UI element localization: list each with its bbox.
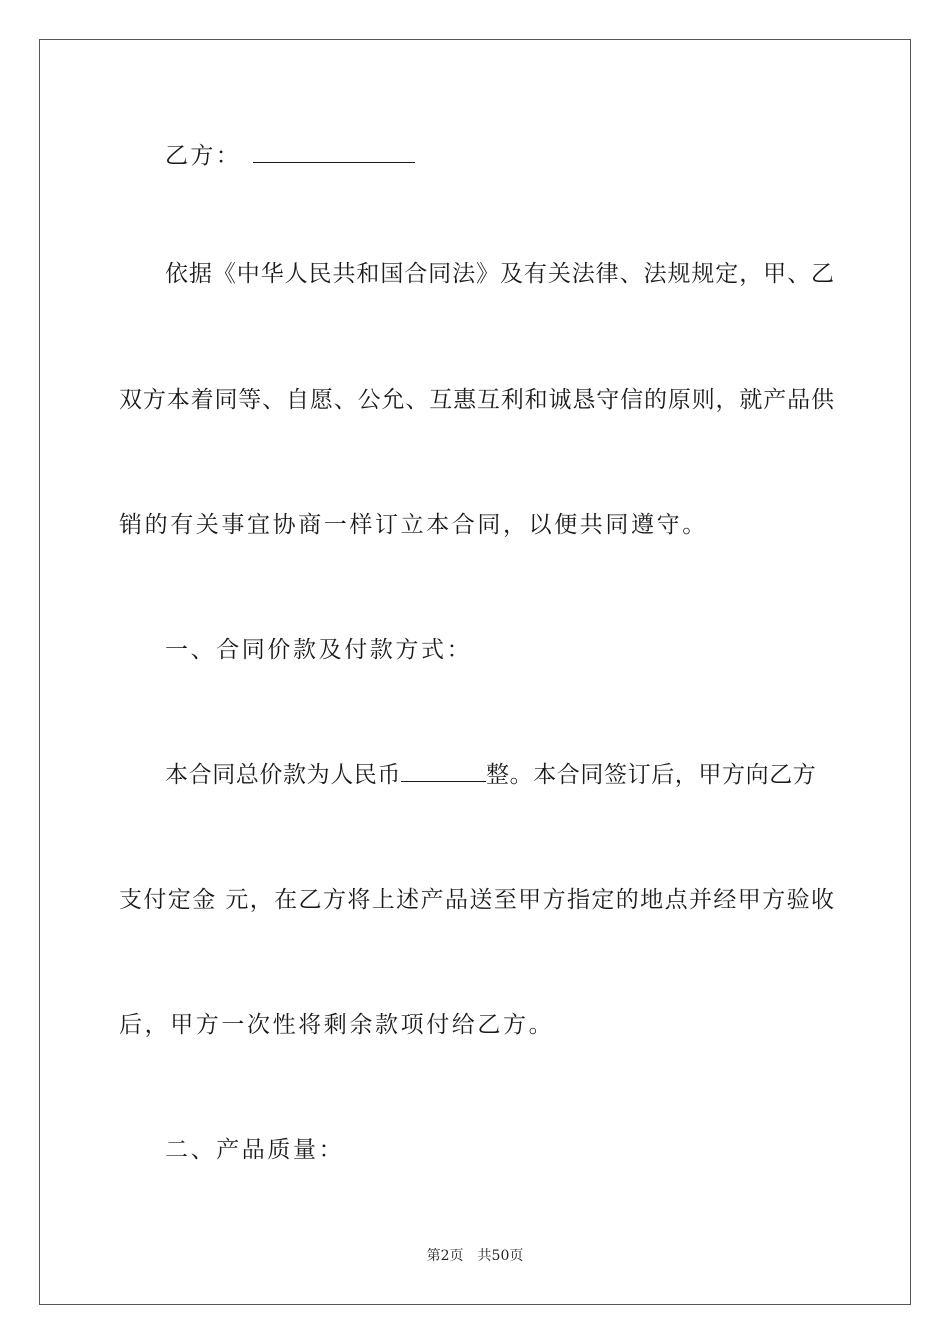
page-number: 第2页 [426, 1248, 464, 1264]
amount-blank [401, 761, 486, 782]
heading-text: 一、合同价款及付款方式： [165, 637, 473, 663]
party-b-blank [253, 142, 415, 163]
party-b-line [165, 141, 834, 171]
party-b-label: 乙方： [165, 143, 242, 169]
paragraph-text: 后，甲方一次性将剩余款项付给乙方。 [119, 1012, 555, 1038]
paragraph-text: 双方本着同等、自愿、公允、互惠互利和诚恳守信的原则，就产品供 [119, 387, 834, 413]
paragraph-text: 依据《中华人民共和国合同法》及有关法律、法规规定，甲、乙 [165, 261, 834, 287]
paragraph-text: 支付定金 元，在乙方将上述产品送至甲方指定的地点并经甲方验收 [119, 887, 834, 913]
paragraph-line [119, 385, 834, 415]
paragraph-text: 销的有关事宜协商一样订立本合同，以便共同遵守。 [119, 512, 708, 538]
paragraph-line [165, 760, 834, 790]
section-heading [165, 635, 834, 665]
paragraph-line [119, 885, 834, 915]
paragraph-line [165, 259, 834, 289]
section-heading [165, 1135, 834, 1165]
paragraph-line [119, 510, 834, 540]
paragraph-line [119, 1010, 834, 1040]
page-total: 共50页 [477, 1248, 524, 1264]
heading-text: 二、产品质量： [165, 1137, 345, 1163]
paragraph-text: 整。本合同签订后，甲方向乙方 [486, 762, 817, 788]
paragraph-text: 本合同总价款为人民币 [165, 762, 401, 788]
page-border [39, 39, 911, 1305]
page-footer [0, 1247, 950, 1265]
